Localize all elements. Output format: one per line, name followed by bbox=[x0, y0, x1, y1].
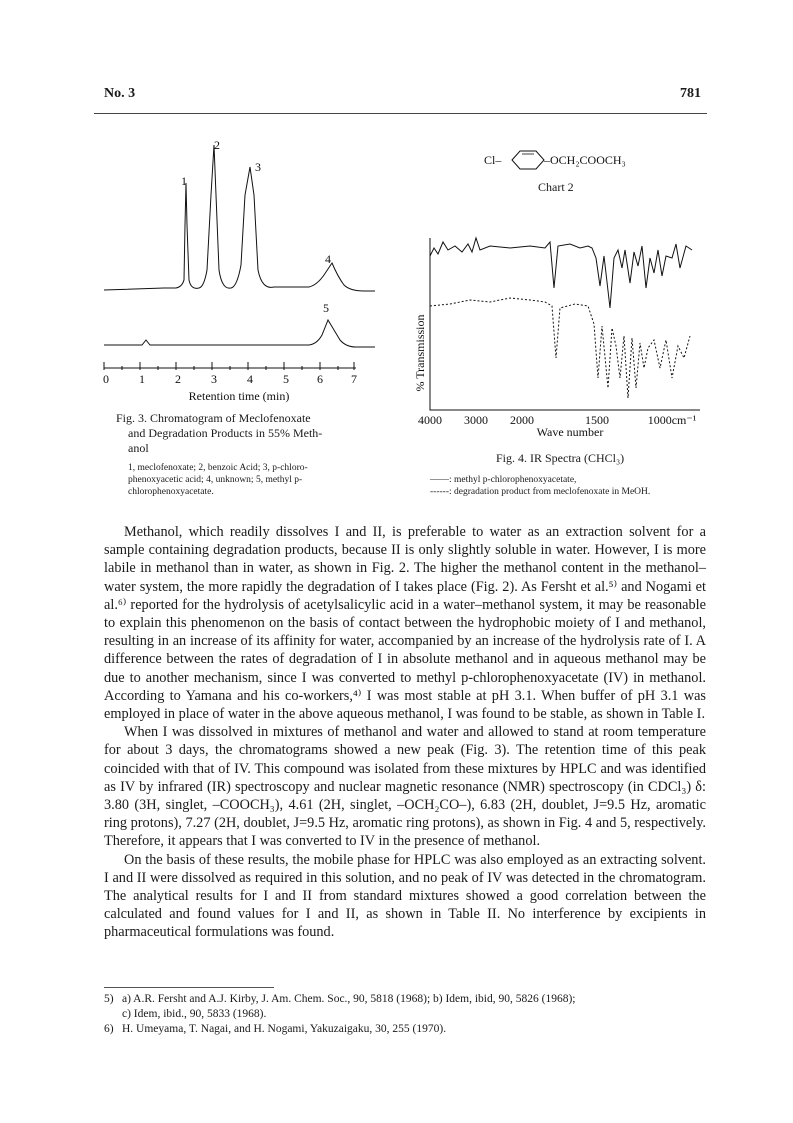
ir-x-tick-2000: 2000 bbox=[510, 413, 534, 427]
body-text bbox=[104, 523, 706, 942]
ir-x-tick-3000: 3000 bbox=[464, 413, 488, 427]
header-rule bbox=[94, 113, 707, 114]
footnote-5-number: 5) bbox=[104, 993, 114, 1005]
footnote-rule bbox=[104, 987, 274, 988]
fig3-legend-line: chlorophenoxyacetate. bbox=[128, 487, 214, 497]
footnote-6 bbox=[104, 1022, 708, 1037]
chart2-structure bbox=[478, 146, 678, 174]
peak-label-1: 1 bbox=[181, 174, 187, 188]
ir-trace-solid bbox=[430, 238, 692, 308]
fig3-chromatogram bbox=[104, 135, 376, 425]
paragraph-3: On the basis of these results, the mobile phase for HPLC was also employed as an extracting solvent. I and II were dissolved as required in this solution, and no peak of IV was detected in the chromatogram. The analytical results for I and II from standard mixtures showed a good correlation between the calculated and found values for I and II, as shown in Table II. No interference by excipients in pharmaceutical formulations was found. bbox=[104, 851, 706, 941]
x-tick-1: 1 bbox=[139, 372, 145, 386]
peak-label-5: 5 bbox=[323, 301, 329, 315]
x-tick-7: 7 bbox=[351, 372, 357, 386]
page-number: 781 bbox=[680, 86, 701, 101]
fig3-legend bbox=[128, 462, 378, 498]
ir-trace-dotted bbox=[430, 298, 690, 398]
ir-x-axis-label: Wave number bbox=[536, 425, 604, 439]
journal-issue: No. 3 bbox=[104, 86, 136, 101]
chromatogram-trace-upper bbox=[104, 145, 375, 291]
peak-label-4: 4 bbox=[325, 252, 331, 266]
ir-x-tick-1000: 1000cm⁻¹ bbox=[647, 413, 697, 427]
footnote-5-line2: c) Idem, ibid., 90, 5833 (1968). bbox=[122, 1008, 267, 1020]
formula-right: –OCH₂COOCH₃ bbox=[544, 153, 626, 167]
fig4-legend bbox=[430, 474, 706, 498]
footnote-6-text: H. Umeyama, T. Nagai, and H. Nogami, Yakuzaigaku, 30, 255 (1970). bbox=[122, 1023, 447, 1035]
x-axis-label: Retention time (min) bbox=[188, 389, 290, 403]
peak-label-2: 2 bbox=[214, 138, 220, 152]
x-tick-2: 2 bbox=[175, 372, 181, 386]
footnote-6-number: 6) bbox=[104, 1023, 114, 1035]
fig3-legend-line: 1, meclofenoxate; 2, benzoic Acid; 3, p-chloro- bbox=[128, 463, 308, 473]
chromatogram-trace-lower bbox=[104, 320, 375, 347]
x-tick-5: 5 bbox=[283, 372, 289, 386]
paragraph-1: Methanol, which readily dissolves I and II, is preferable to water as an extraction solvent for a sample containing degradation products, because II is only slightly soluble in water. However, I is more labile in methanol than in water, as shown in Fig. 2. The higher the methanol content in the methanol–water system, the more rapidly the degradation of I takes place (Fig. 2). As Fersht et al.⁵⁾ and Nogami et al.⁶⁾ reported for the hydrolysis of acetylsalicylic acid in a water–methanol system, it may be reasonable to explain this phenomenon on the basis of contact between the hydrophobic moiety of I and methanol, resulting in an increase of its affinity for water, accompanied by an increase of the hydrolysis rate of I. A difference between the rates of degradation of I in absolute methanol and in aqueous methanol may be due to another mechanism, since I was converted to methyl p-chlorophenoxyacetate (IV) in methanol. According to Yamana and his co-workers,⁴⁾ I was most stable at pH 3.1. When buffer of pH 3.1 was employed in place of water in the above aqueous methanol, I was found to be stable, as shown in Table I. bbox=[104, 524, 706, 723]
peak-label-3: 3 bbox=[255, 160, 261, 174]
x-tick-4: 4 bbox=[247, 372, 253, 386]
fig4-legend-solid: ——: methyl p-chlorophenoxyacetate, bbox=[430, 475, 577, 485]
fig3-caption-line: and Degradation Products in 55% Meth- bbox=[128, 426, 323, 440]
ir-x-tick-1500: 1500 bbox=[585, 413, 609, 427]
x-tick-6: 6 bbox=[317, 372, 323, 386]
fig3-caption-line: Fig. 3. Chromatogram of Meclofenoxate bbox=[116, 411, 311, 425]
x-tick-0: 0 bbox=[103, 372, 109, 386]
formula-left: Cl– bbox=[484, 153, 502, 167]
fig4-ylabel: % Transmission bbox=[413, 314, 427, 392]
fig4-left-axis bbox=[430, 238, 700, 410]
ir-x-tick-4000: 4000 bbox=[418, 413, 442, 427]
fig3-caption bbox=[116, 411, 374, 456]
chart2-label: Chart 2 bbox=[538, 180, 574, 194]
fig3-legend-line: phenoxyacetic acid; 4, unknown; 5, methyl p- bbox=[128, 475, 303, 485]
fig4-caption: Fig. 4. IR Spectra (CHCl₃) bbox=[496, 451, 625, 465]
fig4-legend-dotted: ------: degradation product from meclofenoxate in MeOH. bbox=[430, 487, 651, 497]
footnote-5-line1: a) A.R. Fersht and A.J. Kirby, J. Am. Chem. Soc., 90, 5818 (1968); b) Idem, ibid, 90, 5826 (1968); bbox=[122, 993, 576, 1005]
time-axis-ticks bbox=[104, 362, 354, 370]
footnote-5 bbox=[104, 992, 708, 1007]
fig3-caption-line: anol bbox=[128, 441, 149, 455]
x-tick-3: 3 bbox=[211, 372, 217, 386]
fig4-ir-spectra bbox=[410, 228, 706, 438]
paragraph-2: When I was dissolved in mixtures of methanol and water and allowed to stand at room temperature for about 3 days, the chromatograms showed a new peak (Fig. 3). The retention time of this peak coincided with that of IV. This compound was isolated from these mixtures by HPLC and was identified as IV by infrared (IR) spectroscopy and nuclear magnetic resonance (NMR) spectroscopy (in CDCl₃) δ: 3.80 (3H, singlet, –COOCH₃), 4.61 (2H, singlet, –OCH₂CO–), 6.83 (2H, doublet, J=9.5 Hz, aromatic ring protons), 7.27 (2H, doublet, J=9.5 Hz, aromatic ring protons), as shown in Fig. 4 and 5, respectively. Therefore, it appears that I was converted to IV in the presence of methanol. bbox=[104, 724, 706, 850]
